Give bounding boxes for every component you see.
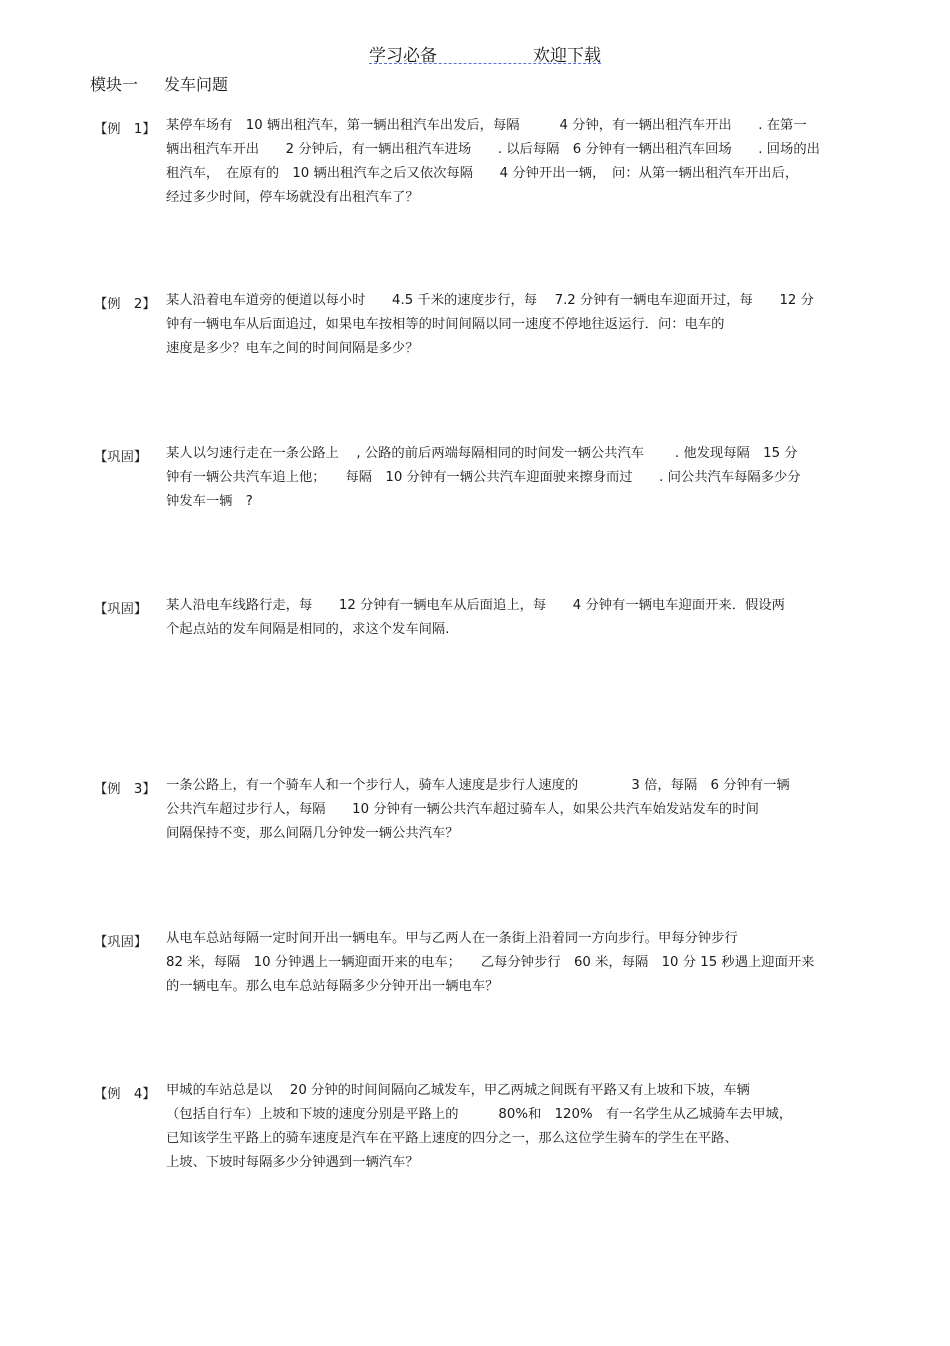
problem-tag: 【例 4】 — [94, 1087, 156, 1102]
problem-line: 速度是多少？电车之间的时间间隔是多少？ — [166, 341, 419, 356]
problem-line: （包括自行车）上坡和下坡的速度分别是平路上的 80%和 120% 有一名学生从乙城骑车去甲城， — [166, 1107, 793, 1122]
problem-text — [166, 446, 950, 518]
header-banner — [369, 41, 601, 64]
problem-line: 82 米，每隔 10 分钟遇上一辆迎面开来的电车； 乙每分钟步行 60 米，每隔 10 分 15 秒遇上迎面开来 — [166, 955, 815, 970]
problem-line: 甲城的车站总是以 20 分钟的时间间隔向乙城发车，甲乙两城之间既有平路又有上坡和下坡，车辆 — [166, 1083, 750, 1098]
problem-line: 一条公路上，有一个骑车人和一个步行人，骑车人速度是步行人速度的 3 倍，每隔 6 分钟有一辆 — [166, 778, 790, 793]
problem-line: 经过多少时间，停车场就没有出租汽车了？ — [166, 190, 419, 205]
problem-line: 间隔保持不变，那么间隔几分钟发一辆公共汽车？ — [166, 826, 459, 841]
header-right-text: 欢迎下载 — [533, 46, 601, 66]
module-heading — [90, 72, 228, 95]
problem-line: 某停车场有 10 辆出租汽车，第一辆出租汽车出发后，每隔 4 分钟，有一辆出租汽车开出 . 在第一 — [166, 118, 807, 133]
page-header — [0, 41, 950, 65]
problem-text — [166, 1083, 950, 1179]
problem-line: 的一辆电车。那么电车总站每隔多少分钟开出一辆电车？ — [166, 979, 499, 994]
problem-text — [166, 293, 950, 365]
problem-line: 租汽车， 在原有的 10 辆出租汽车之后又依次每隔 4 分钟开出一辆， 问：从第一辆出租汽车开出后， — [166, 166, 799, 181]
problem-tag: 【巩固】 — [94, 935, 148, 950]
problem-text — [166, 118, 950, 214]
problem-line: 钟有一辆公共汽车追上他； 每隔 10 分钟有一辆公共汽车迎面驶来擦身而过 . 问公共汽车每隔多少分 — [166, 470, 801, 485]
problem-line: 辆出租汽车开出 2 分钟后，有一辆出租汽车进场 . 以后每隔 6 分钟有一辆出租汽车回场 . 回场的出 — [166, 142, 820, 157]
problem-line: 已知该学生平路上的骑车速度是汽车在平路上速度的四分之一，那么这位学生骑车的学生在平路、 — [166, 1131, 738, 1146]
problem-tag: 【例 3】 — [94, 782, 156, 797]
problem-line: 从电车总站每隔一定时间开出一辆电车。甲与乙两人在一条街上沿着同一方向步行。甲每分钟步行 — [166, 931, 738, 946]
problem-line: 某人沿电车线路行走，每 12 分钟有一辆电车从后面追上，每 4 分钟有一辆电车迎面开来．假设两 — [166, 598, 785, 613]
problem-tag: 【巩固】 — [94, 602, 148, 617]
problem-line: 某人以匀速行走在一条公路上 , 公路的前后两端每隔相同的时间发一辆公共汽车 . 他发现每隔 15 分 — [166, 446, 798, 461]
problem-tag: 【例 2】 — [94, 297, 156, 312]
problem-tag: 【巩固】 — [94, 450, 148, 465]
problem-line: 个起点站的发车间隔是相同的，求这个发车间隔. — [166, 622, 450, 637]
problem-line: 某人沿着电车道旁的便道以每小时 4.5 千米的速度步行，每 7.2 分钟有一辆电车迎面开过，每 12 分 — [166, 293, 814, 308]
problem-text — [166, 598, 950, 646]
header-left-text: 学习必备 — [369, 46, 437, 66]
problem-line: 钟发车一辆 ? — [166, 494, 253, 509]
problem-line: 公共汽车超过步行人，每隔 10 分钟有一辆公共汽车超过骑车人，如果公共汽车始发站发车的时间 — [166, 802, 759, 817]
module-label: 模块一 — [90, 75, 139, 94]
problem-line: 钟有一辆电车从后面追过，如果电车按相等的时间间隔以同一速度不停地往返运行．问：电车的 — [166, 317, 725, 332]
problem-text — [166, 931, 950, 1003]
problem-line: 上坡、下坡时每隔多少分钟遇到一辆汽车？ — [166, 1155, 419, 1170]
module-title: 发车问题 — [164, 75, 229, 94]
problem-text — [166, 778, 950, 850]
problem-tag: 【例 1】 — [94, 122, 156, 137]
